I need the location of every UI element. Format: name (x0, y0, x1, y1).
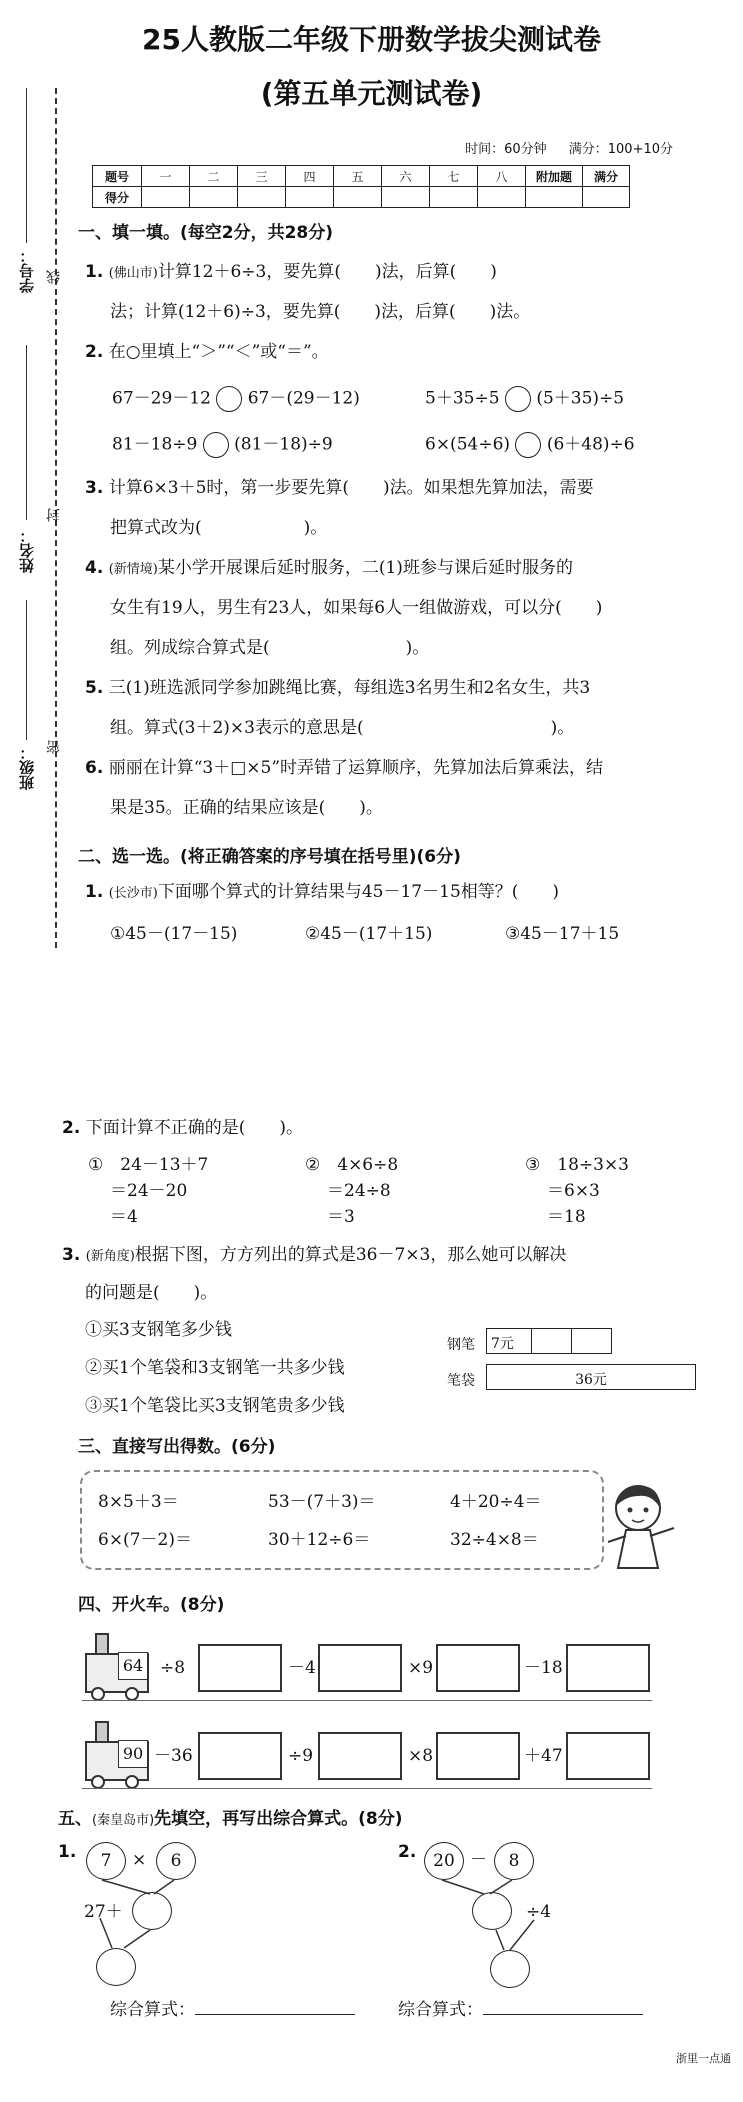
section5-tag: (秦皇岛市) (92, 1813, 155, 1828)
compare-right: (81－18)÷9 (234, 434, 333, 455)
s2-q1-text: 下面哪个算式的计算结果与45－17－15相等？( ) (157, 882, 560, 902)
s2-q2-text: 下面计算不正确的是( )。 (85, 1118, 303, 1138)
compare-left: 5＋35÷5 (425, 388, 500, 409)
train1-op: －18 (524, 1658, 563, 1678)
p1-formula-label: 综合算式： (110, 2000, 195, 2020)
s2-q1: 1. (长沙市)下面哪个算式的计算结果与45－17－15相等？( ) (85, 882, 560, 902)
opt-line: 4×6÷8 (337, 1155, 399, 1175)
score-input-cell[interactable] (583, 187, 630, 208)
p2-op: － (470, 1850, 487, 1870)
train2-rail (82, 1788, 652, 1789)
section2-heading: 二、选一选。(将正确答案的序号填在括号里)(6分) (78, 847, 461, 867)
s1-q6-text-a: 丽丽在计算“3＋□×5”时弄错了运算顺序，先算加法后算乘法，结 (108, 758, 604, 778)
s2-q3: 3. (新角度)根据下图，方方列出的算式是36－7×3，那么她可以解决 (62, 1245, 567, 1265)
p2-connectors (424, 1876, 554, 1956)
score-input-cell[interactable] (430, 187, 478, 208)
train2-car[interactable] (566, 1732, 650, 1780)
opt-mark: ③ (525, 1155, 541, 1175)
score-cell: 题号 (93, 166, 142, 187)
s2-q2-opt3 (525, 1155, 629, 1227)
score-table-score-row (93, 187, 630, 208)
train1-start: 64 (118, 1652, 148, 1680)
opt-line: ＝24÷8 (327, 1181, 391, 1201)
s2-q1-opt: ③45－17＋15 (505, 924, 620, 944)
s2-q1-opt: ①45－(17－15) (110, 924, 238, 944)
opt-line: ＝3 (327, 1207, 355, 1227)
seal-mark-seal: 封 (46, 508, 62, 522)
section5-heading (58, 1804, 403, 1829)
p1-formula (110, 2000, 355, 2020)
compare-circle[interactable] (515, 432, 541, 458)
score-cell: 六 (382, 166, 430, 187)
calc-item: 6×(7－2)＝ (98, 1530, 192, 1550)
s2-q1-opt: ②45－(17＋15) (305, 924, 433, 944)
opt-line: ＝18 (547, 1207, 586, 1227)
p1-formula-blank[interactable] (195, 2014, 355, 2015)
girl-illustration (600, 1478, 680, 1578)
train1-car[interactable] (198, 1644, 282, 1692)
name-field[interactable] (26, 345, 27, 520)
s1-q5-text-a: 三(1)班选派同学参加跳绳比赛，每组选3名男生和2名女生，共3 (108, 678, 591, 698)
train1-car[interactable] (318, 1644, 402, 1692)
opt-mark: ① (88, 1155, 104, 1175)
train1-op: －4 (288, 1658, 316, 1678)
s1-q4-text-b: 女生有19人，男生有23人，如果每6人一组做游戏，可以分( ) (110, 598, 603, 618)
s1-q5: 5. 三(1)班选派同学参加跳绳比赛，每组选3名男生和2名女生，共3 (85, 678, 591, 698)
s2-q2-opt1 (88, 1155, 208, 1227)
compare-row-2b (425, 432, 635, 458)
section5-num: 五、 (58, 1809, 92, 1829)
score-input-cell[interactable] (142, 187, 190, 208)
p1-add: 27＋ (84, 1902, 123, 1922)
s2-q3-tag: (新角度) (85, 1249, 135, 1264)
page-title: 25人教版二年级下册数学拔尖测试卷 (142, 23, 601, 56)
s1-q4-text-a: 某小学开展课后延时服务，二(1)班参与课后延时服务的 (157, 558, 573, 578)
train1-op: ×9 (408, 1658, 434, 1678)
s1-q1-line1: 1. (佛山市)计算12＋6÷3，要先算( )法，后算( ) (85, 262, 497, 282)
score-table-header-row (93, 166, 630, 187)
score-cell: 二 (190, 166, 238, 187)
p2-div: ÷4 (526, 1902, 552, 1922)
calc-item: 53－(7＋3)＝ (268, 1492, 376, 1512)
score-cell: 满分 (583, 166, 630, 187)
p2-num: 2. (398, 1842, 417, 1862)
s1-q3-text-a: 计算6×3＋5时，第一步要先算( )法。如果想先算加法，需要 (108, 478, 594, 498)
score-input-cell[interactable] (526, 187, 583, 208)
s2-q3-opt: ③买1个笔袋比买3支钢笔贵多少钱 (85, 1396, 345, 1416)
compare-circle[interactable] (203, 432, 229, 458)
apple-7: 7 (86, 1842, 126, 1880)
pen-segment: 7元 (486, 1328, 532, 1354)
s1-q1-text-b: 法；计算(12＋6)÷3，要先算( )法，后算( )法。 (110, 302, 531, 322)
seal-mark-line: 线 (46, 270, 62, 284)
compare-row-1 (112, 386, 360, 412)
footer-brand: 浙里一点通 (676, 2052, 731, 2065)
opt-line: ＝6×3 (547, 1181, 600, 1201)
s2-q3-opt: ①买3支钢笔多少钱 (85, 1320, 232, 1340)
compare-left: 67－29－12 (112, 388, 211, 409)
score-input-cell[interactable] (478, 187, 526, 208)
opt-mark: ② (305, 1155, 321, 1175)
s1-q4-tag: (新情境) (108, 562, 158, 577)
bag-bar: 36元 (486, 1364, 696, 1390)
apple-20: 20 (424, 1842, 464, 1880)
score-input-cell[interactable] (238, 187, 286, 208)
calc-item: 30＋12÷6＝ (268, 1530, 371, 1550)
train2-car[interactable] (436, 1732, 520, 1780)
p2-formula (398, 2000, 643, 2020)
compare-circle[interactable] (505, 386, 531, 412)
s2-q3-opt: ②买1个笔袋和3支钢笔一共多少钱 (85, 1358, 345, 1378)
section1-heading: 一、填一填。(每空2分，共28分) (78, 223, 334, 243)
compare-left: 6×(54÷6) (425, 434, 511, 455)
s1-q6: 6. 丽丽在计算“3＋□×5”时弄错了运算顺序，先算加法后算乘法，结 (85, 758, 604, 778)
s1-q4-text-c: 组。列成综合算式是( )。 (110, 638, 430, 658)
student-no-label: 学号： (18, 248, 36, 293)
score-cell: 三 (238, 166, 286, 187)
pen-segment (531, 1328, 572, 1354)
p1-connectors (84, 1876, 214, 1956)
compare-left: 81－18÷9 (112, 434, 198, 455)
s2-q3-text-b: 的问题是( )。 (85, 1283, 218, 1303)
opt-line: 18÷3×3 (557, 1155, 630, 1175)
score-cell: 四 (286, 166, 334, 187)
p2-formula-label: 综合算式： (398, 2000, 483, 2020)
page-subtitle: (第五单元测试卷) (260, 77, 483, 110)
s1-q3: 3. 计算6×3＋5时，第一步要先算( )法。如果想先算加法，需要 (85, 478, 594, 498)
s1-q2-text: 在○里填上“＞”“＜”或“＝”。 (108, 342, 329, 362)
s1-q1-tag: (佛山市) (108, 266, 158, 281)
exam-full-score: 满分：100+10分 (568, 142, 673, 157)
train1-car[interactable] (566, 1644, 650, 1692)
compare-right: 67－(29－12) (247, 388, 360, 409)
s1-q2: 2. 在○里填上“＞”“＜”或“＝”。 (85, 342, 329, 362)
s2-q2-opt2 (305, 1155, 398, 1227)
p1-num: 1. (58, 1842, 77, 1862)
class-label: 班级： (18, 745, 36, 790)
compare-row-1b (425, 386, 624, 412)
apple-8: 8 (494, 1842, 534, 1880)
opt-line: ＝4 (110, 1207, 138, 1227)
score-cell: 七 (430, 166, 478, 187)
train1-car[interactable] (436, 1644, 520, 1692)
pen-label: 钢笔 (447, 1337, 475, 1353)
s1-q1-text-a: 计算12＋6÷3，要先算( )法，后算( ) (157, 262, 497, 282)
calc-box (80, 1470, 604, 1570)
exam-meta (447, 138, 673, 157)
score-input-cell[interactable] (190, 187, 238, 208)
score-cell: 八 (478, 166, 526, 187)
train2-op: ×8 (408, 1746, 434, 1766)
train2-op: ÷9 (288, 1746, 314, 1766)
apple-6: 6 (156, 1842, 196, 1880)
train2-car[interactable] (198, 1732, 282, 1780)
compare-right: (6＋48)÷6 (546, 434, 635, 455)
s1-q4: 4. (新情境)某小学开展课后延时服务，二(1)班参与课后延时服务的 (85, 558, 573, 578)
train1-op: ÷8 (160, 1658, 186, 1678)
student-no-field[interactable] (26, 88, 27, 243)
section4-heading: 四、开火车。(8分) (78, 1595, 225, 1615)
score-cell: 五 (334, 166, 382, 187)
pen-segment (571, 1328, 612, 1354)
calc-item: 8×5＋3＝ (98, 1492, 179, 1512)
train2-start: 90 (118, 1740, 148, 1768)
s2-q1-tag: (长沙市) (108, 886, 158, 901)
s1-q5-text-b: 组。算式(3＋2)×3表示的意思是( )。 (110, 718, 575, 738)
opt-line: 24－13＋7 (120, 1155, 209, 1175)
p2-formula-blank[interactable] (483, 2014, 643, 2015)
s1-q3-text-b: 把算式改为( )。 (110, 518, 328, 538)
opt-line: ＝24－20 (110, 1181, 188, 1201)
score-cell: 一 (142, 166, 190, 187)
seal-mark-secret: 密 (46, 740, 62, 754)
train1-rail (82, 1700, 652, 1701)
s1-q6-text-b: 果是35。正确的结果应该是( )。 (110, 798, 383, 818)
section5-text: 先填空，再写出综合算式。(8分) (154, 1809, 403, 1829)
calc-item: 32÷4×8＝ (450, 1530, 539, 1550)
score-cell: 附加题 (526, 166, 583, 187)
s2-q3-text-a: 根据下图，方方列出的算式是36－7×3，那么她可以解决 (134, 1245, 567, 1265)
p1-op: × (132, 1850, 147, 1870)
bag-label: 笔袋 (447, 1373, 475, 1389)
class-field[interactable] (26, 600, 27, 740)
train2-op: ＋47 (524, 1746, 563, 1766)
exam-time: 时间：60分钟 (465, 142, 547, 157)
train2-op: －36 (154, 1746, 193, 1766)
train2-car[interactable] (318, 1732, 402, 1780)
name-label: 姓名： (18, 528, 36, 573)
score-input-cell[interactable] (286, 187, 334, 208)
s2-q2: 2. 下面计算不正确的是( )。 (62, 1118, 303, 1138)
compare-right: (5＋35)÷5 (536, 388, 625, 409)
calc-item: 4＋20÷4＝ (450, 1492, 542, 1512)
score-table (92, 165, 630, 208)
compare-row-2 (112, 432, 333, 458)
section3-heading: 三、直接写出得数。(6分) (78, 1437, 276, 1457)
compare-circle[interactable] (216, 386, 242, 412)
score-input-cell[interactable] (382, 187, 430, 208)
score-input-cell[interactable] (334, 187, 382, 208)
score-row-label: 得分 (93, 187, 142, 208)
